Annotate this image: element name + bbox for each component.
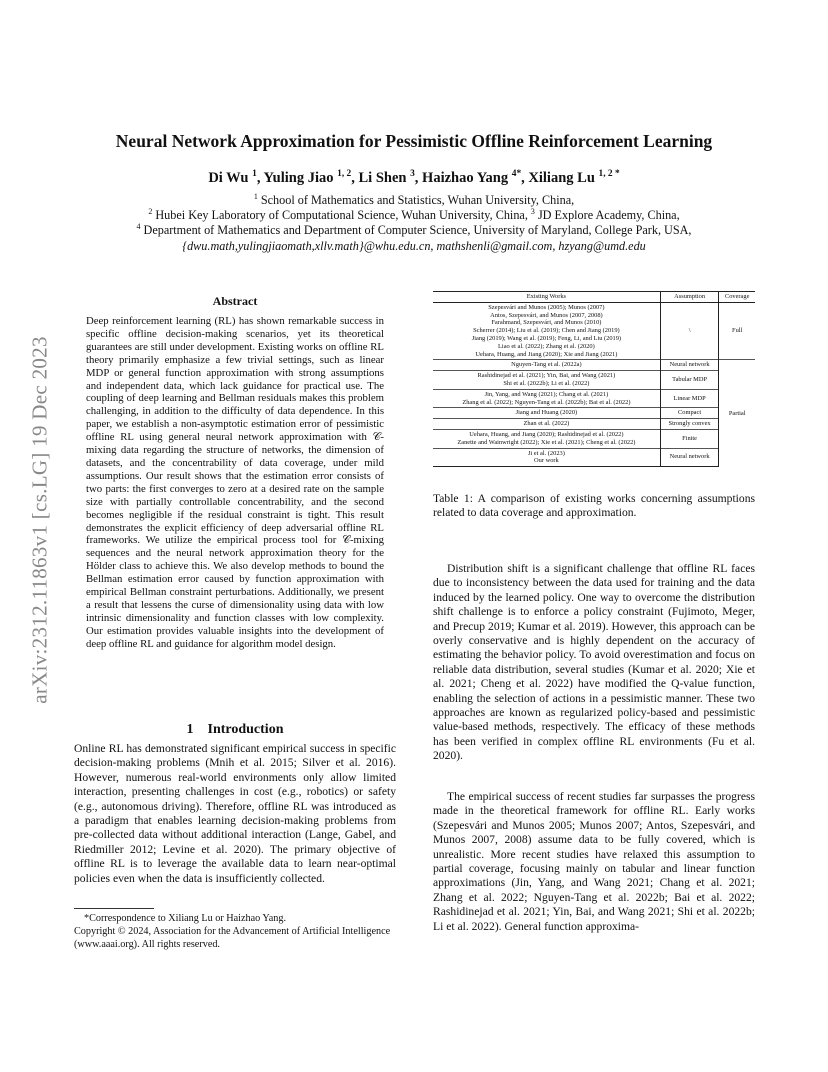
coverage-full: Full (719, 302, 755, 360)
author: Xiliang Lu (528, 170, 595, 186)
table-row: Szepesvári and Munos (2005); Munos (2007) Antos, Szepesvári, and Munos (2007, 2008) Farahmand, Szepesvári, and Munos (2010) Scherrer (2014); Liu et al. (2019); Chen and Jiang (2019) Jiang (2019); Wang et al. (2019); Feng, Li, and Liu (2019) Liao et al. (2022); Zhang et al. (2020) Uehara, Huang, and Jiang (2020); Xie and Jiang (2021) \ Full (433, 302, 755, 360)
author: Li Shen (358, 170, 407, 186)
author-list: Di Wu $^1$, Yuling Jiao $^{1, 2}$, Li Shen $^3$, Haizhao Yang $^{4*}$, Xiliang Lu $^{1, 2 *}$ (208, 169, 620, 186)
footnote-divider (74, 908, 154, 909)
author: Di Wu (208, 170, 249, 186)
table-row: Jin, Yang, and Wang (2021); Chang et al. (2021) Zhang et al. (2022); Nguyen-Tang et al. (2022b); Bai et al. (2022) Linear MDP (433, 389, 755, 408)
table-row: Nguyen-Tang et al. (2022a) Neural network Partial (433, 360, 755, 371)
footnote: *Correspondence to Xiliang Lu or Haizhao Yang. Copyright © 2024, Association for the Advancement of Artificial Intelligence (www.aaai.org). All rights reserved. (74, 913, 391, 950)
author: Yuling Jiao (263, 170, 334, 186)
coverage-partial: Partial (728, 409, 746, 417)
table-row: Rashidinejad et al. (2021); Yin, Bai, and Wang (2021) Shi et al. (2022b); Li et al. (2022) Tabular MDP (433, 371, 755, 390)
table-row: Jiang and Huang (2020) Compact (433, 408, 755, 419)
table-header-works: Existing Works (526, 293, 567, 300)
author: Haizhao Yang (422, 170, 509, 186)
abstract-heading: Abstract (212, 294, 258, 308)
table-header-coverage: Coverage (724, 293, 750, 300)
affiliations: $^1$ School of Mathematics and Statistics, Wuhan University, China, $^2$ Hubei Key Laboratory of Computational Science, Wuhan University, China, $^3$ JD Explore Academy, China, $^4$ Department of Mathematics and Department of Computer Science, University of Maryland, College Park, USA, {dwu.math,yulingjiaomath,xllv.math}@whu.edu.cn, mathshenli@gmail.com, hzyang@umd.edu (60, 193, 768, 254)
paper-title: Neural Network Approximation for Pessimistic Offline Reinforcement Learning (115, 131, 713, 151)
body-paragraph: The empirical success of recent studies far surpasses the progress made in the theoretical framework for offline RL. Early works (Szepesvári and Munos 2005; Munos 2007; Antos, Szepesvári, and Munos 2007, 2008) assume data to be fully covered, which is unrealistic. More recent studies have relaxed this assumption to partial coverage, focusing mainly on tabular and linear function approximations (Jin, Yang, and Wang 2021; Chang et al. 2021; Zhang et al. 2022; Nguyen-Tang et al. 2022b; Bai et al. 2022; Rashidinejad et al. 2021; Yin, Bai, and Wang 2021; Shi et al. 2022b; Li et al. 2022). General function approxima- (433, 790, 755, 933)
table-row: Uehara, Huang, and Jiang (2020); Rashidinejad et al. (2022) Zanette and Wainwright (2022); Xie et al. (2021); Cheng et al. (2022) Finite (433, 429, 755, 448)
comparison-table (433, 291, 755, 467)
table-caption: Table 1: A comparison of existing works concerning assumptions related to data coverage and approximation. (433, 492, 755, 520)
table-row: Zhan et al. (2022) Strongly convex (433, 419, 755, 430)
author-emails: {dwu.math,yulingjiaomath,xllv.math}@whu.edu.cn, mathshenli@gmail.com, hzyang@umd.edu (182, 238, 646, 253)
section-heading-introduction: 1 Introduction (186, 722, 284, 737)
table-header-assumption: Assumption (660, 292, 719, 303)
arxiv-stamp: arXiv:2312.11863v1 [cs.LG] 19 Dec 2023 (27, 336, 52, 704)
introduction-text: Online RL has demonstrated significant empirical success in specific decision-making problems (Mnih et al. 2015; Silver et al. 2016). However, numerous real-world environments only allow limited interaction, presenting challenges in cost (e.g., robotics) or safety (e.g., autonomous driving). Therefore, offline RL was introduced as a paradigm that enables learning decision-making problems from pre-collected data without additional interaction (Lange, Gabel, and Riedmiller 2012; Levine et al. 2020). The primary objective of offline RL is to leverage the available data to learn near-optimal policies even when the data is insufficiently collected. (74, 742, 396, 885)
abstract-text: Deep reinforcement learning (RL) has shown remarkable success in specific offline decision-making scenarios, yet its theoretical guarantees are still under development. Existing works on offline RL theory primarily emphasize a few trivial settings, such as linear MDP or general function approximation with strong assumptions and independent data, which lack guidance for practical use. The coupling of deep learning and Bellman residuals makes this problem challenging, in addition to the difficulty of data dependence. In this paper, we establish a non-asymptotic estimation error of pessimistic offline RL using general neural network approximation with 𝒞-mixing data regarding the structure of networks, the dimension of datasets, and the concentrability of data coverage, under mild assumptions. Our result shows that the estimation error consists of two parts: the first converges to zero at a desired rate on the sample size with partially controllable concentrability, and the second becomes negligible if the residual constraint is tight. This result demonstrates the explicit efficiency of deep adversarial offline RL frameworks. We utilize the empirical process tool for 𝒞-mixing sequences and the neural network approximation theory for the Hölder class to achieve this. We also develop methods to bound the Bellman estimation error caused by function approximation with empirical Bellman constraint perturbations. Additionally, we present a result that lessens the curse of dimensionality using data with low intrinsic dimensionality and function classes with low complexity. Our estimation provides valuable insights into the development of deep offline RL and guidance for algorithm model design. (86, 315, 384, 650)
body-paragraph: Distribution shift is a significant challenge that offline RL faces due to inconsistency between the data used for training and the data induced by the learned policy. One way to overcome the distribution shift challenge is to enforce a policy constraint (Fujimoto, Meger, and Precup 2019; Kumar et al. 2019). However, this approach can be overly conservative and is highly dependent on the accuracy of estimating the behavior policy. To avoid overestimation and focus on reliable data distribution, several studies (Kumar et al. 2020; Xie et al. 2021; Cheng et al. 2022) have modified the Q-value function, enabling the selection of actions in a pessimistic manner. These two approaches are known as regularized policy-based and pessimistic value-based methods, respectively. The efficacy of these methods has been verified in complex offline RL environments (Fu et al. 2020). (433, 562, 755, 763)
table-row: Ji et al. (2023) Our work Neural network (433, 448, 755, 467)
